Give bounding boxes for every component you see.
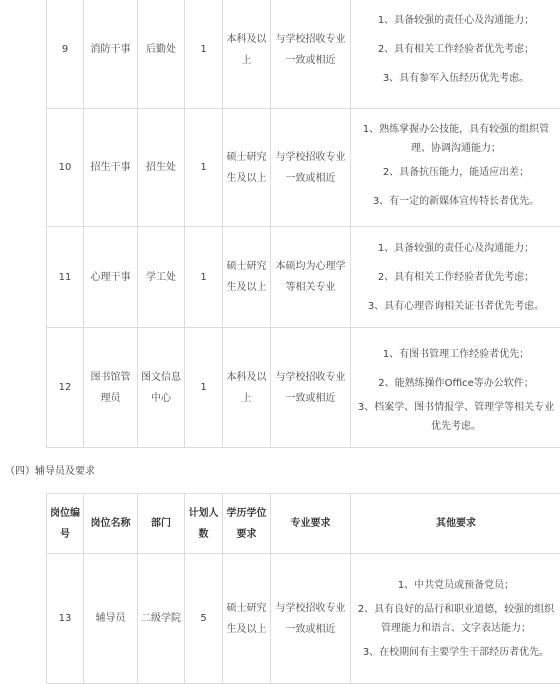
header-post-id: 岗位编号 [47,494,84,554]
education-requirement: 硕士研究生及以上 [223,227,271,328]
table-row [47,554,560,684]
department: 二级学院 [138,554,185,684]
requirement-item: 2、能熟练操作Office等办公软件； [353,369,559,398]
requirement-item: 1、具备较强的责任心及沟通能力； [353,6,559,35]
post-name: 消防干事 [84,0,138,109]
major-requirement: 与学校招收专业一致或相近 [271,0,351,109]
planned-count: 1 [185,227,223,328]
recruitment-table-2 [46,493,560,684]
requirement-item: 3、有一定的新媒体宣传特长者优先。 [353,187,559,216]
education-requirement: 本科及以上 [223,328,271,448]
requirement-item: 2、具有良好的品行和职业道德，较强的组织管理能力和语言、文字表达能力； [353,600,559,638]
table-row [47,227,560,328]
education-requirement: 硕士研究生及以上 [223,554,271,684]
requirement-item: 3、具有参军入伍经历优先考虑。 [353,64,559,93]
post-name: 招生干事 [84,109,138,227]
requirement-item: 3、具有心理咨询相关证书者优先考虑。 [353,292,559,321]
planned-count: 1 [185,0,223,109]
requirement-item: 1、具备较强的责任心及沟通能力； [353,234,559,263]
other-requirements [351,0,560,109]
requirement-item: 2、具备抗压能力，能适应出差； [353,158,559,187]
department: 后勤处 [138,0,185,109]
post-name: 辅导员 [84,554,138,684]
other-requirements [351,328,560,448]
table-row [47,109,560,227]
planned-count: 5 [185,554,223,684]
header-department: 部门 [138,494,185,554]
planned-count: 1 [185,328,223,448]
requirement-item: 1、有图书管理工作经验者优先； [353,340,559,369]
table-row [47,328,560,448]
header-education: 学历学位要求 [223,494,271,554]
post-id: 13 [47,554,84,684]
requirement-item: 1、熟练掌握办公技能，具有较强的组织管理、协调沟通能力； [353,120,559,158]
post-id: 11 [47,227,84,328]
post-name: 图书馆管理员 [84,328,138,448]
post-id: 10 [47,109,84,227]
education-requirement: 本科及以上 [223,0,271,109]
education-requirement: 硕士研究生及以上 [223,109,271,227]
header-major: 专业要求 [271,494,351,554]
major-requirement: 与学校招收专业一致或相近 [271,554,351,684]
other-requirements [351,227,560,328]
major-requirement: 与学校招收专业一致或相近 [271,109,351,227]
other-requirements [351,109,560,227]
table-row [47,0,560,109]
requirement-item: 2、具有相关工作经验者优先考虑； [353,263,559,292]
recruitment-table-1 [46,0,560,448]
post-name: 心理干事 [84,227,138,328]
post-id: 9 [47,0,84,109]
major-requirement: 本硕均为心理学等相关专业 [271,227,351,328]
other-requirements [351,554,560,684]
requirement-item: 2、具有相关工作经验者优先考虑； [353,35,559,64]
requirement-item: 3、档案学、图书情报学、管理学等相关专业优先考虑。 [353,398,559,436]
requirement-item: 3、在校期间有主要学生干部经历者优先。 [353,638,559,667]
major-requirement: 与学校招收专业一致或相近 [271,328,351,448]
department: 学工处 [138,227,185,328]
header-planned-count: 计划人数 [185,494,223,554]
header-post-name: 岗位名称 [84,494,138,554]
post-id: 12 [47,328,84,448]
requirement-item: 1、中共党员或预备党员； [353,571,559,600]
planned-count: 1 [185,109,223,227]
department: 图文信息中心 [138,328,185,448]
header-other: 其他要求 [351,494,560,554]
section-heading: （四）辅导员及要求 [5,465,95,479]
department: 招生处 [138,109,185,227]
table-header-row [47,494,560,554]
